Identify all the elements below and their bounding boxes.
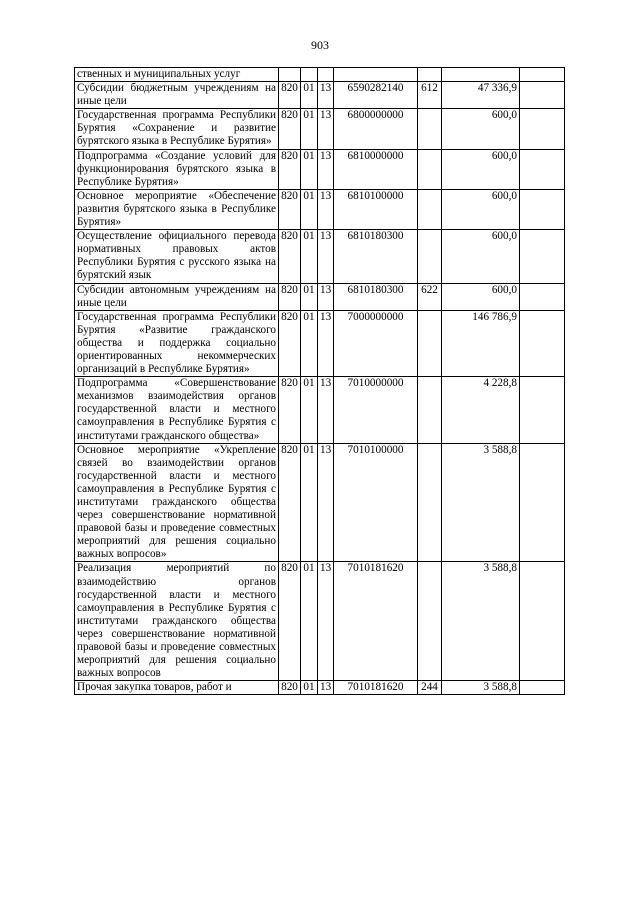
target-article-cell: 7010181620 bbox=[334, 681, 418, 695]
target-article-cell: 6800000000 bbox=[334, 109, 418, 149]
table-row bbox=[75, 82, 565, 109]
table-row bbox=[75, 377, 565, 443]
amount-cell: 600,0 bbox=[442, 230, 520, 283]
ministry-code-cell: 820 bbox=[279, 189, 301, 229]
target-article-cell: 6810180300 bbox=[334, 230, 418, 283]
expense-type-cell: 244 bbox=[418, 681, 442, 695]
row-name-cell: ственных и муниципальных услуг bbox=[75, 68, 279, 82]
ministry-code-cell: 820 bbox=[279, 109, 301, 149]
section-code-cell bbox=[301, 68, 318, 82]
table-row bbox=[75, 230, 565, 283]
section-code-cell: 01 bbox=[301, 82, 318, 109]
amount-cell bbox=[442, 68, 520, 82]
budget-table bbox=[74, 67, 565, 695]
subsection-code-cell bbox=[318, 68, 334, 82]
extra-cell bbox=[520, 283, 565, 310]
ministry-code-cell: 820 bbox=[279, 283, 301, 310]
ministry-code-cell: 820 bbox=[279, 562, 301, 681]
section-code-cell: 01 bbox=[301, 443, 318, 562]
subsection-code-cell: 13 bbox=[318, 443, 334, 562]
ministry-code-cell: 820 bbox=[279, 681, 301, 695]
table-row bbox=[75, 681, 565, 695]
subsection-code-cell: 13 bbox=[318, 377, 334, 443]
row-name-cell: Государственная программа Республики Бурятия «Сохранение и развитие бурятского языка в Республике Бурятия» bbox=[75, 109, 279, 149]
row-name-cell: Осуществление официального перевода нормативных правовых актов Республики Бурятия с русского языка на бурятский язык bbox=[75, 230, 279, 283]
subsection-code-cell: 13 bbox=[318, 189, 334, 229]
amount-cell: 3 588,8 bbox=[442, 562, 520, 681]
amount-cell: 600,0 bbox=[442, 283, 520, 310]
ministry-code-cell bbox=[279, 68, 301, 82]
subsection-code-cell: 13 bbox=[318, 149, 334, 189]
table-row bbox=[75, 68, 565, 82]
subsection-code-cell: 13 bbox=[318, 562, 334, 681]
table-row bbox=[75, 562, 565, 681]
extra-cell bbox=[520, 82, 565, 109]
expense-type-cell bbox=[418, 68, 442, 82]
section-code-cell: 01 bbox=[301, 149, 318, 189]
expense-type-cell bbox=[418, 310, 442, 376]
amount-cell: 600,0 bbox=[442, 109, 520, 149]
extra-cell bbox=[520, 149, 565, 189]
expense-type-cell bbox=[418, 189, 442, 229]
amount-cell: 47 336,9 bbox=[442, 82, 520, 109]
table-row bbox=[75, 283, 565, 310]
ministry-code-cell: 820 bbox=[279, 377, 301, 443]
ministry-code-cell: 820 bbox=[279, 230, 301, 283]
subsection-code-cell: 13 bbox=[318, 82, 334, 109]
section-code-cell: 01 bbox=[301, 377, 318, 443]
ministry-code-cell: 820 bbox=[279, 310, 301, 376]
row-name-cell: Прочая закупка товаров, работ и bbox=[75, 681, 279, 695]
expense-type-cell bbox=[418, 562, 442, 681]
target-article-cell: 7010181620 bbox=[334, 562, 418, 681]
target-article-cell: 7010000000 bbox=[334, 377, 418, 443]
ministry-code-cell: 820 bbox=[279, 149, 301, 189]
expense-type-cell bbox=[418, 109, 442, 149]
section-code-cell: 01 bbox=[301, 681, 318, 695]
table-row bbox=[75, 189, 565, 229]
table-row bbox=[75, 109, 565, 149]
target-article-cell: 7000000000 bbox=[334, 310, 418, 376]
table-row bbox=[75, 310, 565, 376]
target-article-cell: 7010100000 bbox=[334, 443, 418, 562]
row-name-cell: Основное мероприятие «Укрепление связей во взаимодействии органов государственной власти и местного самоуправления в Республике Бурятия с институтами гражданского общества через совершенствование нормативной правовой базы и проведение совместных мероприятий для решения социально важных вопросов» bbox=[75, 443, 279, 562]
amount-cell: 3 588,8 bbox=[442, 443, 520, 562]
extra-cell bbox=[520, 562, 565, 681]
target-article-cell: 6810180300 bbox=[334, 283, 418, 310]
row-name-cell: Реализация мероприятий по взаимодействию органов государственной власти и местного самоуправления в Республике Бурятия с институтами гражданского общества через совершенствование нормативной правовой базы и проведение совместных мероприятий для решения социально важных вопросов bbox=[75, 562, 279, 681]
extra-cell bbox=[520, 377, 565, 443]
page-number: 903 bbox=[311, 38, 329, 52]
section-code-cell: 01 bbox=[301, 283, 318, 310]
row-name-cell: Подпрограмма «Создание условий для функционирования бурятского языка в Республике Бурятия» bbox=[75, 149, 279, 189]
amount-cell: 3 588,8 bbox=[442, 681, 520, 695]
amount-cell: 600,0 bbox=[442, 149, 520, 189]
extra-cell bbox=[520, 681, 565, 695]
amount-cell: 4 228,8 bbox=[442, 377, 520, 443]
section-code-cell: 01 bbox=[301, 109, 318, 149]
section-code-cell: 01 bbox=[301, 230, 318, 283]
extra-cell bbox=[520, 189, 565, 229]
subsection-code-cell: 13 bbox=[318, 109, 334, 149]
extra-cell bbox=[520, 310, 565, 376]
subsection-code-cell: 13 bbox=[318, 230, 334, 283]
section-code-cell: 01 bbox=[301, 562, 318, 681]
row-name-cell: Субсидии автономным учреждениям на иные цели bbox=[75, 283, 279, 310]
section-code-cell: 01 bbox=[301, 189, 318, 229]
expense-type-cell: 622 bbox=[418, 283, 442, 310]
extra-cell bbox=[520, 68, 565, 82]
table-row bbox=[75, 149, 565, 189]
extra-cell bbox=[520, 443, 565, 562]
row-name-cell: Подпрограмма «Совершенствование механизмов взаимодействия органов государственной власти и местного самоуправления в Республике Бурятия с институтами гражданского общества» bbox=[75, 377, 279, 443]
expense-type-cell bbox=[418, 230, 442, 283]
target-article-cell: 6810100000 bbox=[334, 189, 418, 229]
row-name-cell: Субсидии бюджетным учреждениям на иные цели bbox=[75, 82, 279, 109]
expense-type-cell: 612 bbox=[418, 82, 442, 109]
ministry-code-cell: 820 bbox=[279, 443, 301, 562]
section-code-cell: 01 bbox=[301, 310, 318, 376]
target-article-cell: 6810000000 bbox=[334, 149, 418, 189]
target-article-cell: 6590282140 bbox=[334, 82, 418, 109]
row-name-cell: Основное мероприятие «Обеспечение развития бурятского языка в Республике Бурятия» bbox=[75, 189, 279, 229]
extra-cell bbox=[520, 109, 565, 149]
ministry-code-cell: 820 bbox=[279, 82, 301, 109]
expense-type-cell bbox=[418, 377, 442, 443]
extra-cell bbox=[520, 230, 565, 283]
expense-type-cell bbox=[418, 149, 442, 189]
amount-cell: 600,0 bbox=[442, 189, 520, 229]
expense-type-cell bbox=[418, 443, 442, 562]
row-name-cell: Государственная программа Республики Бурятия «Развитие гражданского общества и поддержка социально ориентированных некоммерческих организаций в Республике Бурятия» bbox=[75, 310, 279, 376]
subsection-code-cell: 13 bbox=[318, 310, 334, 376]
subsection-code-cell: 13 bbox=[318, 681, 334, 695]
subsection-code-cell: 13 bbox=[318, 283, 334, 310]
amount-cell: 146 786,9 bbox=[442, 310, 520, 376]
target-article-cell bbox=[334, 68, 418, 82]
table-row bbox=[75, 443, 565, 562]
